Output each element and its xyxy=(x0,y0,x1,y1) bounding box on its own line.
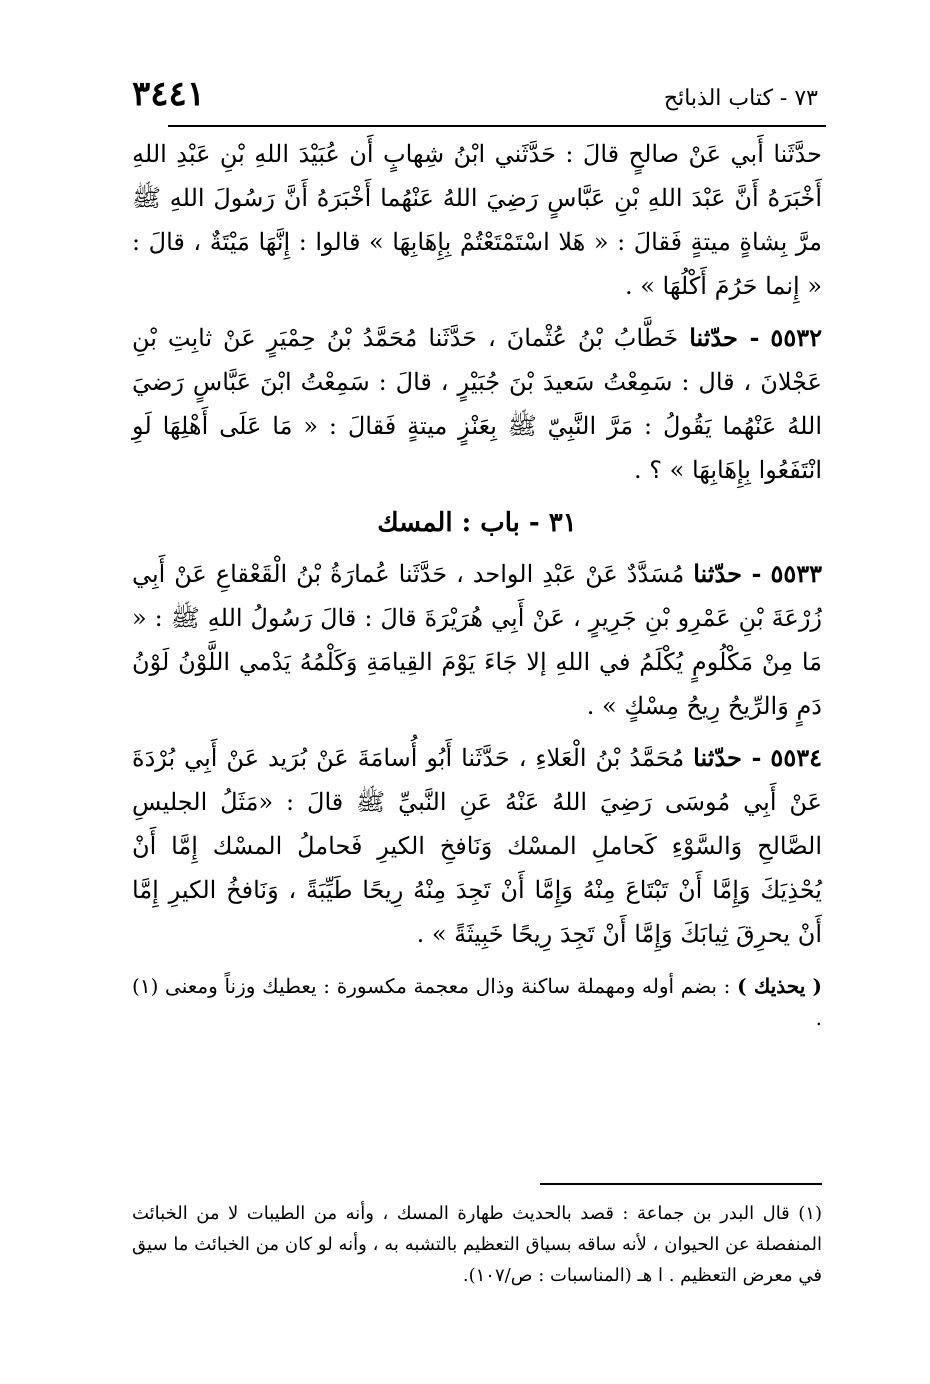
hadith-lead: حدّثنا xyxy=(689,323,738,352)
hadith-number: ٥٥٣٢ xyxy=(770,323,822,352)
footnote: (١) قال البدر بن جماعة : قصد بالحديث طهارة المسك ، وأنه من الطيبات لا من الخبائث المنفصلة عن الحيوان ، لأنه ساقه بسياق التعظيم بالتشبه به ، وأنه لو كان من الخبائث ما سيق في معرض التعظيم . ا هـ (المناسبات : ص/١٠٧). xyxy=(132,1203,822,1286)
main-text xyxy=(132,132,822,1054)
footnote-divider xyxy=(540,1183,822,1185)
hadith-continuation xyxy=(132,132,822,308)
running-title: ٧٣ - كتاب الذبائح xyxy=(663,86,818,111)
hadith-5532: ٥٥٣٢ - حدّثنا خَطَّابُ بْنُ عُثْمانَ ، حَدَّثَنا مُحَمَّدُ بْنُ حِمْيَرٍ عَنْ ثابِتِ بْنِ عَجْلانَ ، قال : سَمِعْتُ سَعيدَ بْنَ جُبَيْرٍ ، قالَ : سَمِعْتُ ابْنَ عَبَّاسٍ رَضيَ اللهُ عَنْهُما يَقُولُ : مَرَّ النَّبِيّ ﷺ بِعَنْزٍ ميتةٍ فَقالَ : « مَا عَلَى أَهْلِهَا لَوِ انْتَفَعُوا بِإِهَابِهَا » ؟ . xyxy=(132,323,822,484)
paragraph-text: مُحَمَّدُ بْنُ الْعَلاءِ ، حَدَّثَنا أَبُو أُسامَةَ عَنْ بُرَيد عَنْ أَبِي بُرْدَةَ عَنْ أَبِي مُوسَى رَضِيَ اللهُ عَنْهُ عَنِ النَّبيِّ ﷺ قالَ : «مَثَلُ الجليسِ الصَّالحِ وَالسَّوْءِ كَحاملِ المسْك وَنَافخِ الكيرِ فَحاملُ المسْك إِمَّا أَنْ يُحْذِيَكَ وَإِمَّا أَنْ تَبْتَاعَ مِنْهُ وَإِمَّا أَنْ تَجِدَ مِنْهُ رِيحًا طَيِّبَةً ، وَنَافخُ الكيرِ إِمَّا أَنْ يحرِقَ ثِيابَكَ وَإِمَّا أَنْ تَجِدَ رِيحًا خَبِيثَةً » . xyxy=(132,744,822,948)
gloss-text: : بضم أوله ومهملة ساكنة وذال معجمة مكسورة : يعطيك وزناً ومعنى (١) . xyxy=(132,974,822,1030)
hadith-lead: حدّثنا xyxy=(693,743,742,772)
hadith-number: ٥٥٣٤ xyxy=(770,743,822,772)
header-divider xyxy=(168,125,826,127)
gloss-note xyxy=(132,970,822,1034)
paragraph-text: مُسَدَّدٌ عَنْ عَبْدِ الواحد ، حَدَّثَنا عُمارَةُ بْنُ الْقَعْقاعِ عَنْ أَبِي زُرْعَةَ بْنِ عَمْرِو بْنِ جَرِيرٍ ، عَنْ أَبِي هُرَيْرَةَ قالَ : قالَ رَسُولُ اللهِ ﷺ : « مَا مِنْ مَكْلُومٍ يُكْلَمُ في اللهِ إلا جَاءَ يَوْمَ القِيامَةِ وَكَلْمُهُ يَدْمي اللَّوْنُ لَوْنُ دَمٍ وَالرِّيحُ رِيحُ مِسْكٍ » . xyxy=(132,560,822,720)
hadith-5534: ٥٥٣٤ - حدّثنا مُحَمَّدُ بْنُ الْعَلاءِ ، حَدَّثَنا أَبُو أُسامَةَ عَنْ بُرَيد عَنْ أَبِي بُرْدَةَ عَنْ أَبِي مُوسَى رَضِيَ اللهُ عَنْهُ عَنِ النَّبيِّ ﷺ قالَ : «مَثَلُ الجليسِ الصَّالحِ وَالسَّوْءِ كَحاملِ المسْك وَنَافخِ الكيرِ فَحاملُ المسْك إِمَّا أَنْ يُحْذِيَكَ وَإِمَّا أَنْ تَبْتَاعَ مِنْهُ وَإِمَّا أَنْ تَجِدَ مِنْهُ رِيحًا طَيِّبَةً ، وَنَافخُ الكيرِ إِمَّا أَنْ يحرِقَ ثِيابَكَ وَإِمَّا أَنْ تَجِدَ رِيحًا خَبِيثَةً » . xyxy=(132,743,822,948)
footnotes xyxy=(132,1198,822,1291)
page-number: ٣٤٤١ xyxy=(132,74,206,114)
page-header xyxy=(132,74,818,118)
hadith-number: ٥٥٣٣ xyxy=(770,559,822,588)
hadith-lead: حدّثنا xyxy=(693,559,742,588)
paragraph-text: خَطَّابُ بْنُ عُثْمانَ ، حَدَّثَنا مُحَمَّدُ بْنُ حِمْيَرٍ عَنْ ثابِتِ بْنِ عَجْلانَ ، قال : سَمِعْتُ سَعيدَ بْنَ جُبَيْرٍ ، قالَ : سَمِعْتُ ابْنَ عَبَّاسٍ رَضيَ اللهُ عَنْهُما يَقُولُ : مَرَّ النَّبِيّ ﷺ بِعَنْزٍ ميتةٍ فَقالَ : « مَا عَلَى أَهْلِهَا لَوِ انْتَفَعُوا بِإِهَابِهَا » ؟ . xyxy=(132,324,822,484)
gloss-term: ( يحذيك ) xyxy=(737,974,823,998)
hadith-5533: ٥٥٣٣ - حدّثنا مُسَدَّدٌ عَنْ عَبْدِ الواحد ، حَدَّثَنا عُمارَةُ بْنُ الْقَعْقاعِ عَنْ أَبِي زُرْعَةَ بْنِ عَمْرِو بْنِ جَرِيرٍ ، عَنْ أَبِي هُرَيْرَةَ قالَ : قالَ رَسُولُ اللهِ ﷺ : « مَا مِنْ مَكْلُومٍ يُكْلَمُ في اللهِ إلا جَاءَ يَوْمَ القِيامَةِ وَكَلْمُهُ يَدْمي اللَّوْنُ لَوْنُ دَمٍ وَالرِّيحُ رِيحُ مِسْكٍ » . xyxy=(132,559,822,720)
paragraph-text: حدَّثَنا أَبي عَنْ صالحٍ قالَ : حَدَّثَني ابْنُ شِهابٍ أَن عُبَيْدَ اللهِ بْنِ عَبْدِ اللهِ أَخْبَرَهُ أَنَّ عَبْدَ اللهِ بْنِ عَبَّاسٍ رَضِيَ اللهُ عَنْهُما أَخْبَرَهُ أَنَّ رَسُولَ اللهِ ﷺ مرَّ بِشاةٍ ميتةٍ فَقالَ : « هَلا اسْتَمْتَعْتُمْ بِإِهَابِهَا » قالوا : إِنَّهَا مَيْتَةٌ ، قالَ : « إِنما حَرُمَ أَكْلُهَا » . xyxy=(132,140,823,300)
chapter-heading: ٣١ - باب : المسك xyxy=(377,508,577,538)
